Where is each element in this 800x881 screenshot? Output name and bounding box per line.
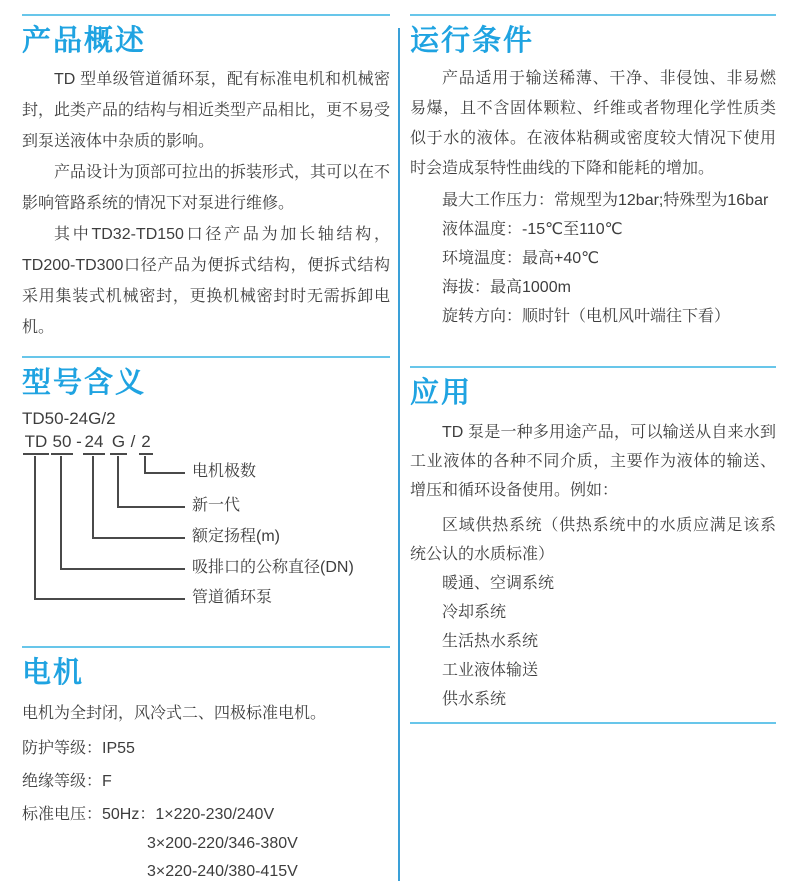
operating-spec-list <box>410 186 776 331</box>
model-part-24: 24 <box>83 432 105 455</box>
motor-insulation-class: 绝缘等级：F <box>22 773 112 790</box>
model-example-code: TD50-24G/2 <box>22 409 116 428</box>
section-rule-operating <box>410 14 776 16</box>
section-title-overview: 产品概述 <box>22 25 147 57</box>
motor-voltage-option-2: 3×200-220/346-380V <box>147 835 298 852</box>
spec-max-pressure: 最大工作压力：常规型为12bar;特殊型为16bar <box>442 192 769 209</box>
operating-paragraph: 产品适用于输送稀薄、干净、非侵蚀、非易燃易爆，且不含固体颗粒、纤维或者物理化学性质类似于水的液体。在液体粘稠或密度较大情况下使用时会造成泵特性曲线的下降和能耗的增加。 <box>410 70 776 177</box>
diagram-vline-td <box>34 456 36 600</box>
app-item-water-supply: 供水系统 <box>442 691 507 708</box>
diagram-vline-50 <box>60 456 62 570</box>
section-title-model: 型号含义 <box>22 367 147 399</box>
section-rule-model <box>22 356 390 358</box>
model-part-2: 2 <box>139 432 153 455</box>
app-item-district-heating: 区域供热系统（供热系统中的水质应满足该系统公认的水质标准） <box>410 517 776 563</box>
model-part-50: 50 <box>51 432 73 455</box>
column-divider-line <box>398 28 400 881</box>
model-part-dash: - <box>76 432 82 451</box>
diagram-vline-g <box>117 456 119 508</box>
model-part-slash: / <box>130 432 136 451</box>
model-part-td: TD <box>23 432 49 455</box>
overview-paragraph-3: 其中TD32-TD150口径产品为加长轴结构，TD200-TD300口径产品为便拆式结构，便拆式结构采用集装式机械密封，更换机械密封时无需拆卸电机。 <box>22 226 390 336</box>
spec-ambient-temp: 环境温度：最高+40℃ <box>442 250 600 267</box>
model-part-g: G <box>110 432 127 455</box>
diagram-vline-24 <box>92 456 94 539</box>
application-list <box>410 511 776 714</box>
section-rule-application <box>410 366 776 368</box>
overview-paragraphs <box>22 64 390 343</box>
section-rule-application-end <box>410 722 776 724</box>
application-paragraph: TD 泵是一种多用途产品，可以输送从自来水到工业液体的各种不同介质，主要作为液体的输送、增压和循环设备使用。例如： <box>410 424 776 499</box>
app-item-cooling: 冷却系统 <box>442 604 507 621</box>
section-title-application: 应用 <box>410 377 473 409</box>
model-code-diagram <box>22 432 390 620</box>
left-column <box>22 0 390 881</box>
model-label-generation: 新一代 <box>192 497 241 514</box>
section-rule-motor <box>22 646 390 648</box>
overview-paragraph-1: TD 型单级管道循环泵，配有标准电机和机械密封，此类产品的结构与相近类型产品相比，更不易受到泵送液体中杂质的影响。 <box>22 71 391 150</box>
spec-rotation: 旋转方向：顺时针（电机风叶端往下看） <box>442 308 731 325</box>
app-item-hot-water: 生活热水系统 <box>442 633 539 650</box>
model-label-diameter: 吸排口的公称直径(DN) <box>192 559 354 576</box>
section-title-motor: 电机 <box>22 657 85 689</box>
section-rule-overview <box>22 14 390 16</box>
spec-altitude: 海拔：最高1000m <box>442 279 571 296</box>
diagram-hline-diameter <box>60 568 185 570</box>
model-label-pump-type: 管道循环泵 <box>192 589 273 606</box>
diagram-hline-gen <box>117 506 185 508</box>
motor-voltage-option-3: 3×220-240/380-415V <box>147 863 298 880</box>
spec-liquid-temp: 液体温度：-15℃至110℃ <box>442 221 623 238</box>
motor-intro: 电机为全封闭，风冷式二、四极标准电机。 <box>22 705 327 722</box>
model-label-poles: 电机极数 <box>192 463 257 480</box>
app-item-hvac: 暖通、空调系统 <box>442 575 555 592</box>
overview-paragraph-2: 产品设计为顶部可拉出的拆装形式，其可以在不影响管路系统的情况下对泵进行维修。 <box>22 164 391 212</box>
diagram-hline-poles <box>144 472 185 474</box>
section-title-operating: 运行条件 <box>410 25 535 57</box>
motor-protection-class: 防护等级：IP55 <box>22 740 135 757</box>
diagram-hline-pump <box>34 598 185 600</box>
right-column <box>410 0 776 724</box>
diagram-hline-head <box>92 537 185 539</box>
app-item-industrial-liquid: 工业液体输送 <box>442 662 539 679</box>
motor-voltage-line: 标准电压：50Hz：1×220-230/240V <box>22 806 275 823</box>
model-label-head: 额定扬程(m) <box>192 528 280 545</box>
